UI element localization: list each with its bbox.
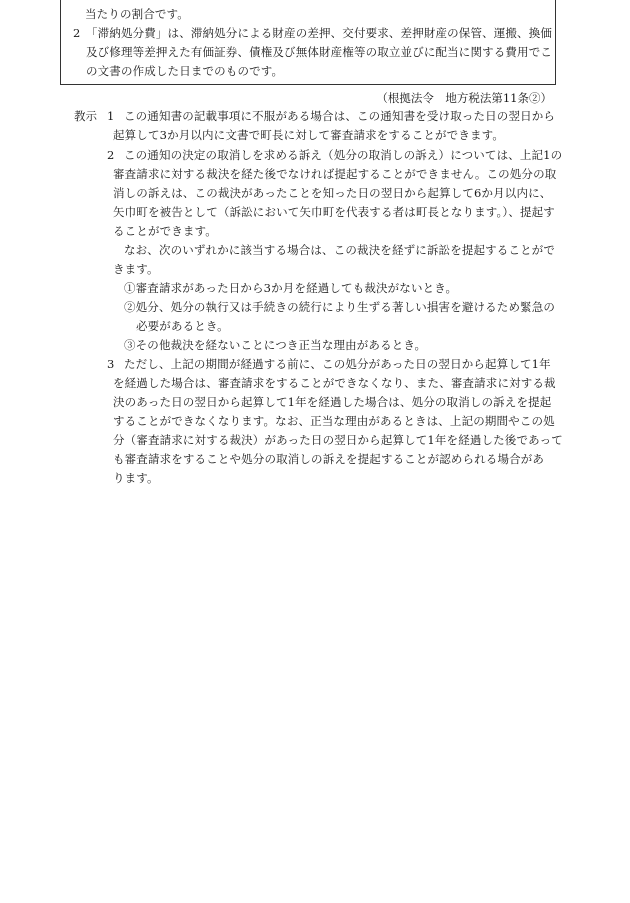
instruction-item-2-line-1: この通知の決定の取消しを求める訴え（処分の取消しの訴え）については、上記1の [124,148,563,162]
notes-item-2-line-3: の文書の作成した日までのものです。 [86,64,284,78]
condition-2-line-2: 必要があるとき。 [136,319,229,333]
instruction-item-3-line-3: 決のあった日の翌日から起算して1年を経過した場合は、処分の取消しの訴えを提起 [113,395,552,409]
instruction-item-2-line-3: 消しの訴えは、この裁決があったことを知った日の翌日から起算して6か月以内に、 [113,186,552,200]
instruction-label: 教示 [74,109,97,123]
instruction-item-3-line-1: ただし、上記の期間が経過する前に、この処分があった日の翌日から起算して1年 [124,357,551,371]
instruction-item-2-note-line-1: なお、次のいずれかに該当する場合は、この裁決を経ずに訴訟を提起することがで [124,243,556,257]
instruction-item-3-number: 3 [107,357,115,371]
notes-line-1: 当たりの割合です。 [85,7,189,21]
legal-basis: （根拠法令 地方税法第11条②） [376,91,552,105]
instruction-item-2-line-2: 審査請求に対する裁決を経た後でなければ提起することができません。この処分の取 [113,167,557,181]
condition-3: ③その他裁決を経ないことにつき正当な理由があるとき。 [124,338,427,352]
instruction-item-1-line-2: 起算して3か月以内に文書で町長に対して審査請求をすることができます。 [113,128,504,142]
instruction-item-2-note-line-2: きます。 [113,262,159,276]
condition-2-line-1: ②処分、処分の執行又は手続きの続行により生ずる著しい損害を避けるため緊急の [124,300,556,314]
instruction-item-3-line-5: 分（審査請求に対する裁決）があった日の翌日から起算して1年を経過した後であって [113,433,563,447]
notes-item-2-line-2: 及び修理等差押えた有価証券、債権及び無体財産権等の取立並びに配当に関する費用でこ [86,45,552,59]
instruction-item-2-line-5: ることができます。 [113,224,217,238]
condition-1: ①審査請求があった日から3か月を経過しても裁決がないとき。 [124,281,458,295]
instruction-item-2-number: 2 [107,148,115,162]
instruction-item-3-line-6: も審査請求をすることや処分の取消しの訴えを提起することが認められる場合があ [113,452,545,466]
instruction-item-3-line-7: ります。 [113,471,159,485]
notes-item-2-number: 2 [73,26,81,40]
instruction-item-1-line-1: この通知書の記載事項に不服がある場合は、この通知書を受け取った日の翌日から [124,109,556,123]
notes-item-2-line-1: 「滞納処分費」は、滞納処分による財産の差押、交付要求、差押財産の保管、運搬、換価 [86,26,552,40]
instruction-item-3-line-4: することができなくなります。なお、正当な理由があるときは、上記の期間やこの処 [113,414,555,428]
instruction-item-2-line-4: 矢巾町を被告として（訴訟において矢巾町を代表する者は町長となります。）、提起す [113,205,555,219]
instruction-item-1-number: 1 [107,109,115,123]
instruction-item-3-line-2: を経過した場合は、審査請求をすることができなくなり、また、審査請求に対する裁 [113,376,556,390]
